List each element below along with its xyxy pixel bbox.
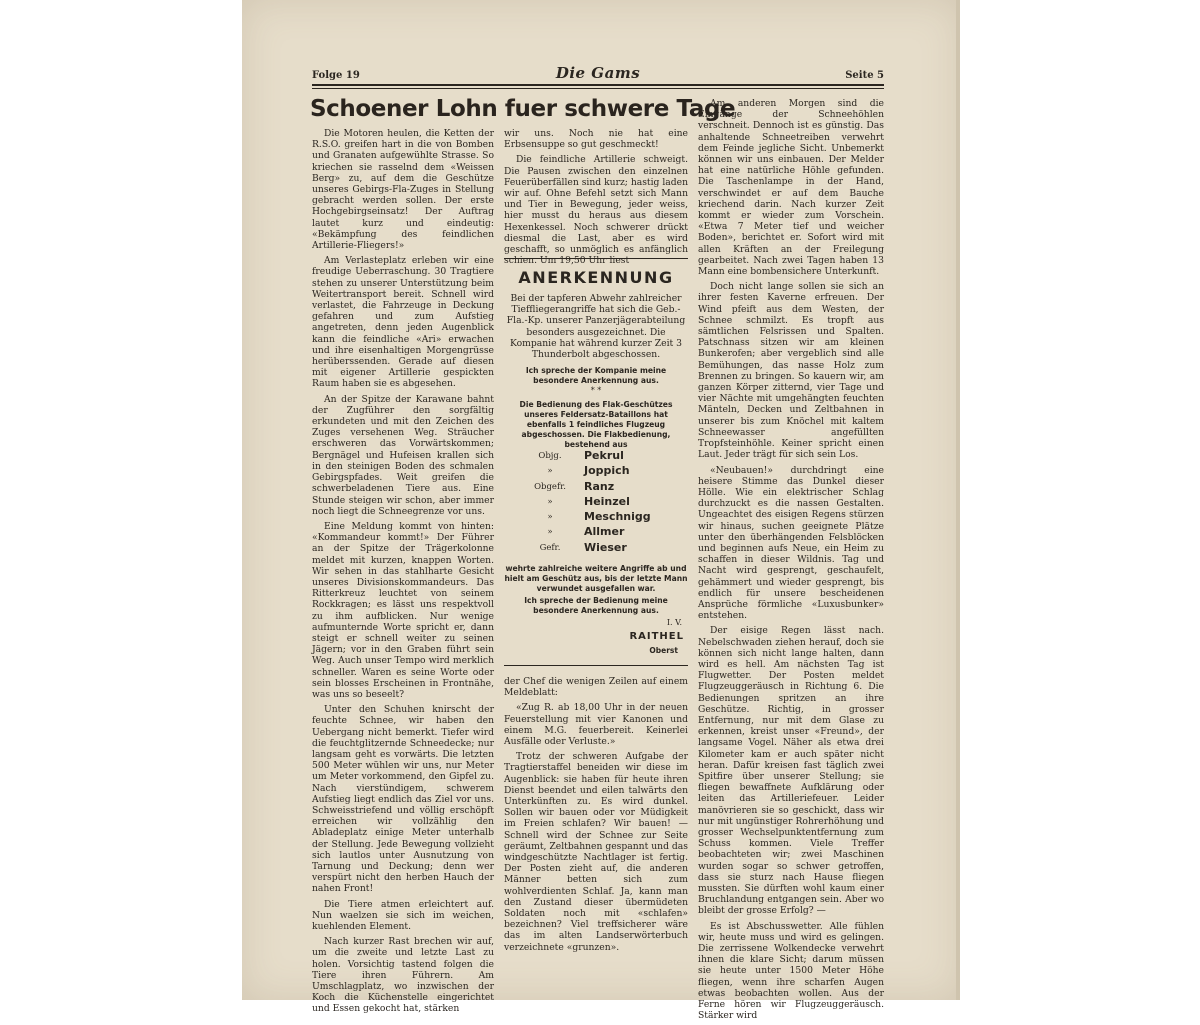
crew-row (524, 463, 684, 478)
header-rule-thin (312, 88, 884, 89)
signature-prefix: I. V. (666, 618, 682, 627)
paragraph: Unter den Schuhen knirscht der feuchte Schnee, wir haben den Uebergang nicht bemerkt. Tiefer wird die feuchtglitzernde Schneedecke; nur langsam geht es vorwärts. Die letzten 500 Meter wühlen wir uns, nur Meter um Meter vorkommend, den Gipfel zu. Nach vierstündigem, schwerem Aufstieg liegt endlich das Ziel vor uns. Schweisstriefend und völlig erschöpft erreichen wir vollzählig den Abladeplatz einige Meter unterhalb der Stellung. Jede Bewegung vollzieht sich lautlos unter Ausnutzung von Tarnung und Deckung; denn wer verspürt nicht den herben Hauch der nahen Front! (312, 704, 494, 895)
paragraph: «Neubauen!» durchdringt eine heisere Stimme das Dunkel dieser Hölle. Wie ein elektrischer Schlag durchzuckt es die nassen Gestalten. Ungeachtet des eisigen Regens stürzen wir hinaus, suchen geeignete Plätze unter den überhängenden Felsblöcken und beginnen aufs Neue, ein Heim zu schaffen in dieser Wildnis. Tag und Nacht wird gesprengt, geschaufelt, gehämmert und wieder gesprengt, bis endlich für unsere bescheidenen Ansprüche förmliche «Luxusbunker» entstehen. (698, 464, 884, 622)
column-1 (312, 128, 494, 1019)
recognition-title: ANERKENNUNG (518, 268, 674, 287)
crew-name: Joppich (584, 464, 630, 478)
paragraph: Trotz der schweren Aufgabe der Tragtierstaffel beneiden wir diese im Augenblick: sie haben für heute ihren Dienst beendet und eilen talwärts den Unterkünften zu. Es wird dunkel. Sollen wir bauen oder vor Müdigkeit im Freien schlafen? Wir bauen! — Schnell wird der Schnee zur Seite geräumt, Zeltbahnen gespannt und das windgeschützte Nachtlager ist fertig. Der Posten zieht auf, die anderen Männer betten sich zum wohlverdienten Schlaf. Ja, kann man den Zustand dieser übermüdeten Soldaten noch mit «schlafen» bezeichnen? Viel treffsicherer wäre das im alten Landserwörterbuch verzeichnete «grunzen». (504, 751, 688, 953)
crew-rank: Gefr. (539, 542, 561, 553)
crew-name: Meschnigg (584, 510, 651, 524)
crew-row (524, 448, 684, 463)
paragraph: Die feindliche Artillerie schweigt. Die Pausen zwischen den einzelnen Feuerüberfällen sind kurz; hastig laden wir auf. Ohne Befehl setzt sich Mann und Tier in Bewegung, jeder weiss, hier musst du heraus aus diesem Hexenkessel. Noch schwerer drückt diesmal die Last, aber es wird geschafft, so unmöglich es anfänglich schien. Um 19,50 Uhr liest (504, 154, 689, 267)
recognition-statement-4: Ich spreche der Bedienung meine besondere Anerkennung aus. (524, 596, 668, 615)
paragraph: Doch nicht lange sollen sie sich an ihrer festen Kaverne erfreuen. Der Wind pfeift aus dem Westen, der Schnee schmilzt. Es tropft aus sämtlichen Felsrissen und Spalten. Patschnass sitzen wir am kleinen Bunkerofen; aber vergeblich sind alle Bemühungen, das nasse Holz zum Brennen zu bringen. So kauern wir, am ganzen Körper zitternd, vier Tage und vier Nächte mit umgehängten feuchten Mänteln, Decken und Zeltbahnen in unserer bis zum Knöchel mit kaltem Schneewasser angefüllten Tropfsteinhöhle. Keiner spricht einen Laut. Jeder trägt für sich sein Los. (698, 281, 884, 461)
recognition-statement-2: Die Bedienung des Flak-Geschützes unseres Feldersatz-Bataillons hat ebenfalls 1 feindliches Flugzeug abgeschossen. Die Flakbedienung, bestehend aus (519, 400, 673, 449)
issue-number: Folge 19 (312, 70, 360, 81)
crew-row (524, 509, 684, 524)
paragraph: Der eisige Regen lässt nach. Nebelschwaden ziehen herauf, doch sie können sich nicht lange halten, dann wird es hell. Am nächsten Tag ist Flugwetter. Der Posten meldet Flugzeuggeräusch in Richtung 6. Die Bedienungen spritzen an ihre Geschütze. Richtig, in grosser Entfernung, nur mit dem Glase zu erkennen, kreist unser «Freund», der langsame Vogel. Näher als etwa drei Kilometer kam er auch später nicht heran. Dafür kreisen fast täglich zwei Spitfire über unserer Stellung; sie fliegen bewaffnete Aufklärung oder leiten das Artilleriefeuer. Leider manövrieren sie so geschickt, dass wir nur mit ungünstiger Rohrerhöhung und grosser Wechselpunktentfernung zum Schuss kommen. Viele Treffer beobachteten wir; zwei Maschinen wurden sogar so schwer getroffen, dass sie sturz nach Hause fliegen mussten. Sie dürften wohl kaum einer Bruchlandung entgangen sein. Aber wo bleibt der grosse Erfolg? — (698, 625, 884, 917)
crew-row (524, 524, 684, 539)
crew-row (524, 494, 684, 509)
column-2-bottom (504, 676, 688, 957)
paragraph: Es ist Abschusswetter. Alle fühlen wir, heute muss und wird es gelingen. Die zerrissene Wolkendecke verwehrt ihnen die klare Sicht; darum müssen sie heute unter 1500 Meter Höhe fliegen, wenn ihre scharfen Augen etwas beobachten wollen. Aus der Ferne hören wir Flugzeuggeräusch. Stärker wird (698, 920, 884, 1022)
separator-stars: * * (590, 386, 602, 395)
page-edge (956, 0, 960, 1000)
paragraph: Am anderen Morgen sind die Eingänge der Schneehöhlen verschneit. Dennoch ist es günstig. Das anhaltende Schneetreiben verwehrt dem Feinde jegliche Sicht. Unbemerkt können wir uns einbauen. Der Melder hat eine natürliche Höhle gefunden. Die Taschenlampe in der Hand, verschwindet er auf dem Bauche kriechend darin. Nach kurzer Zeit kommt er wieder zum Vorschein. «Etwa 7 Meter tief und weicher Boden», berichtet er. Sofort wird mit allen Kräften an der Freilegung gearbeitet. Nach zwei Tagen haben 13 Mann eine bombensichere Unterkunft. (698, 98, 884, 278)
paragraph: «Zug R. ab 18,00 Uhr in der neuen Feuerstellung mit vier Kanonen und einem M.G. feuerbereit. Keinerlei Ausfälle oder Verluste.» (504, 702, 688, 748)
paragraph: Nach kurzer Rast brechen wir auf, um die zweite und letzte Last zu holen. Vorsichtig tastend folgen die Tiere ihren Führern. Am Umschlagplatz, wo inzwischen der Koch die Küchenstelle eingerichtet und Essen gekocht hat, stärken (312, 936, 494, 1015)
box-rule-top (504, 258, 688, 259)
crew-rank: Objg. (538, 451, 562, 461)
recognition-intro: Bei der tapferen Abwehr zahlreicher Tieffliegerangriffe hat sich die Geb.-Fla.-Kp. unserer Panzerjägerabteilung besonders ausgezeichnet. Die Kompanie hat während kurzer Zeit 3 Thunderbolt abgeschossen. (506, 293, 686, 361)
crew-rank: » (547, 527, 553, 538)
crew-row (524, 540, 684, 555)
paragraph: Am Verlasteplatz erleben wir eine freudige Ueberraschung. 30 Tragtiere stehen zu unserer Unterstützung beim Weitertransport bereit. Schnell wird verlastet, die Fahrzeuge in Deckung gefahren und zum Aufstieg angetreten, denn jeden Augenblick kann die feindliche «Ari» erwachen und ihre eisenhaltigen Morgengrüsse herüberssenden. Gerade auf diesen mit eigener Artillerie gespickten Raum haben sie es abgesehen. (312, 255, 494, 390)
crew-name: Ranz (584, 479, 615, 493)
paragraph: Die Tiere atmen erleichtert auf. Nun waelzen sie sich im weichen, kuehlenden Element. (312, 898, 494, 933)
crew-name: Allmer (584, 525, 625, 539)
signature-name: RAITHEL (629, 631, 684, 642)
recognition-statement-3: wehrte zahlreiche weitere Angriffe ab und hielt am Geschütz aus, bis der letzte Mann verwundet ausgefallen war. (504, 564, 688, 593)
paragraph: wir uns. Noch nie hat eine Erbsensuppe so gut geschmeckt! (504, 128, 688, 151)
article-headline: Schoener Lohn fuer schwere Tage (310, 96, 736, 122)
crew-name: Heinzel (584, 494, 630, 508)
column-2-top (504, 128, 688, 270)
box-rule-bottom (504, 665, 688, 666)
signature-rank: Oberst (649, 646, 678, 655)
crew-rank: » (547, 496, 553, 507)
crew-rank: » (547, 466, 553, 477)
crew-name: Pekrul (584, 449, 624, 462)
crew-name: Wieser (584, 540, 627, 554)
paragraph: Die Motoren heulen, die Ketten der R.S.O. greifen hart in die von Bomben und Granaten aufgewühlte Strasse. So kriechen sie rasselnd dem «Weissen Berg» zu, auf dem die Geschütze unseres Gebirgs-Fla-Zuges in Stellung gebracht werden sollen. Der erste Hochgebirgseinsatz! Der Auftrag lautet kurz und eindeutig: «Bekämpfung des feindlichen Artillerie-Fliegers!» (312, 128, 494, 252)
crew-rank: Obgefr. (534, 481, 566, 492)
column-3 (698, 98, 884, 1025)
paragraph: An der Spitze der Karawane bahnt der Zugführer den sorgfältig erkundeten und mit den Zeichen des Zuges versehenen Weg. Sträucher erschweren das Vorwärtskommen; Bergnägel und Hufeisen krallen sich in den steinigen Boden des schmalen Gebirgspfades. Weit greifen die schwerbeladenen Tiere aus. Eine Stunde steigen wir schon, aber immer noch liegt die Schneegrenze vor uns. (312, 393, 494, 517)
newspaper-page (242, 0, 960, 1022)
page-number: Seite 5 (845, 70, 884, 81)
crew-row (524, 479, 684, 494)
recognition-box (504, 258, 688, 666)
paragraph: der Chef die wenigen Zeilen auf einem Meldeblatt: (504, 676, 688, 699)
paragraph: Eine Meldung kommt von hinten: «Kommandeur kommt!» Der Führer an der Spitze der Trägerkolonne meldet mit kurzen, knappen Worten. Wir sehen in das stahlharte Gesicht unseres Divisionskommandeurs. Das Ritterkreuz leuchtet von seinem Rockkragen; es lässt uns respektvoll zu ihm aufblicken. Nur wenige aufmunternde Worte spricht er, dann steigt er schnell weiter zu seinen Jägern; vor in den Graben führt sein Weg. Auch unser Tempo wird merklich schneller. Waren es seine Worte oder sein blosses Erscheinen in Frontnähe, was uns so beseelt? (312, 520, 494, 700)
crew-rank: » (547, 512, 553, 523)
page-header (312, 66, 884, 86)
crew-list (524, 448, 684, 555)
masthead-title: Die Gams (555, 64, 641, 82)
recognition-statement-1: Ich spreche der Kompanie meine besondere Anerkennung aus. (525, 366, 667, 385)
header-rule (312, 84, 884, 86)
